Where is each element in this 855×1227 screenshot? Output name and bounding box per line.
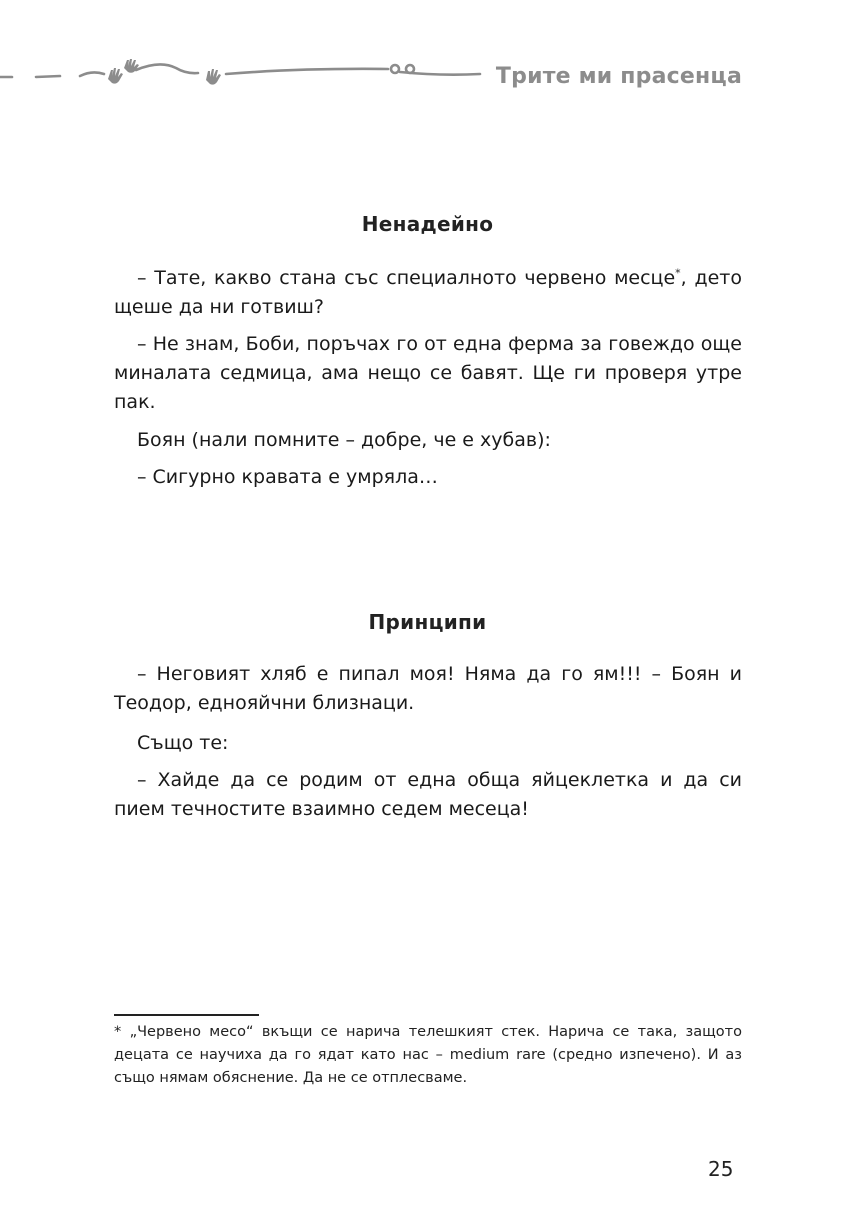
section-title-suddenly: Ненадейно	[361, 212, 494, 236]
paragraph	[114, 264, 742, 322]
decorative-vine-ornament	[0, 52, 490, 102]
hand-icon	[108, 59, 221, 85]
paragraph-text: – Тате, какво стана със специалното червено месце	[137, 267, 676, 289]
paragraph: – Неговият хляб е пипал моя! Няма да го ям!!! – Боян и Теодор, еднояйчни близнаци.	[114, 663, 742, 714]
footnote-divider	[114, 1014, 259, 1016]
paragraph: – Не знам, Боби, поръчах го от една ферма за говеждо още миналата седмица, ама нещо се бавят. Ще ги проверя утре пак.	[114, 333, 742, 413]
paragraph: Боян (нали помните – добре, че е хубав):	[137, 429, 551, 451]
running-title: Трите ми прасенца	[495, 64, 742, 89]
page-header	[0, 52, 855, 102]
paragraph-text-tail: , дето щеше да ни готвиш?	[114, 267, 742, 318]
footnote-marker: *	[675, 266, 681, 280]
section-title-principles: Принципи	[368, 610, 487, 634]
page-number: 25	[708, 1157, 734, 1181]
paragraph: – Сигурно кравата е умряла…	[137, 466, 438, 488]
footnote: * „Червено месо“ вкъщи се нарича телешкият стек. Нарича се така, защото децата се научиха да го ядат като нас – medium rare (средно изпечено). И аз също нямам обяснение. Да не се отплесваме.	[114, 1024, 742, 1086]
paragraph: Също те:	[137, 732, 229, 754]
paragraph: – Хайде да се родим от една обща яйцеклетка и да си пием течностите взаимно седем месеца!	[114, 769, 742, 820]
